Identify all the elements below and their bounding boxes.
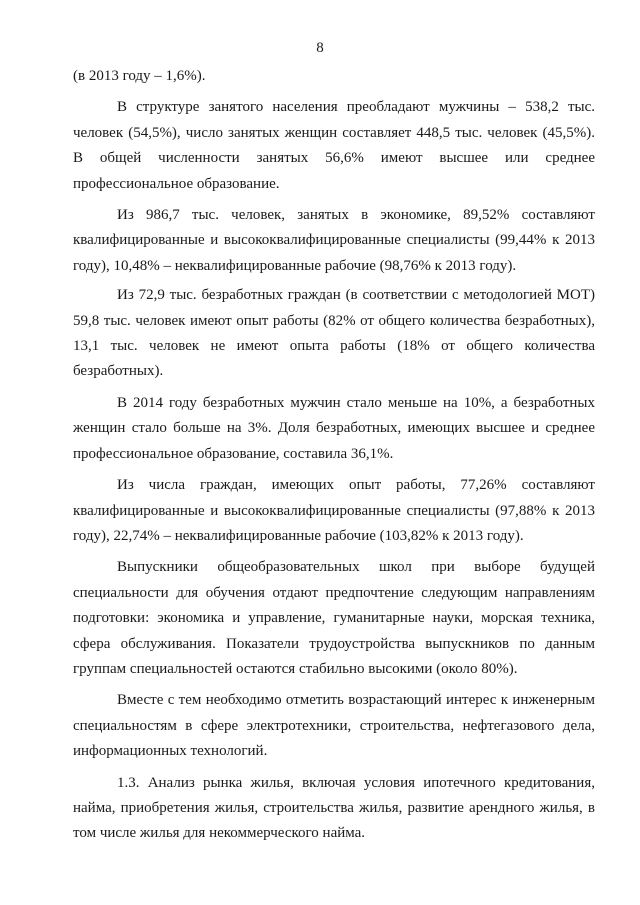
paragraph-graduates: Выпускники общеобразовательных школ при выборе будущей специальности для обучения отдают предпочтение следующим направлениям подготовки: экономика и управление, гуманитарные науки, морская техника, сфера обслуживания. Показатели трудоустройства выпускников по данным группам специальностей остаются стабильно высокими (около 80%).	[73, 559, 595, 677]
document-body	[73, 64, 595, 847]
paragraph-engineering-interest: Вместе с тем необходимо отметить возрастающий интерес к инженерным специальностям в сфере электротехники, строительства, нефтегазового дела, информационных технологий.	[73, 692, 595, 760]
section-heading-housing-market: 1.3. Анализ рынка жилья, включая условия ипотечного кредитования, найма, приобретения жилья, строительства жилья, развитие арендного жилья, в том числе жилья для некоммерческого найма.	[73, 774, 595, 842]
paragraph-unemployment-2014: В 2014 году безработных мужчин стало меньше на 10%, а безработных женщин стало больше на 3%. Доля безработных, имеющих высшее и среднее профессиональное образование, составила 36,1%.	[73, 394, 595, 462]
paragraph-employment-structure: В структуре занятого населения преобладают мужчины – 538,2 тыс. человек (54,5%), число занятых женщин составляет 448,5 тыс. человек (45,5%). В общей численности занятых 56,6% имеют высшее или среднее профессиональное образование.	[73, 99, 595, 192]
paragraph-work-experience: Из числа граждан, имеющих опыт работы, 77,26% составляют квалифицированные и высококвалифицированные специалисты (97,88% к 2013 году), 22,74% – неквалифицированные рабочие (103,82% к 2013 году).	[73, 477, 595, 544]
paragraph-unemployed-citizens: Из 72,9 тыс. безработных граждан (в соответствии с методологией МОТ) 59,8 тыс. человек имеют опыт работы (82% от общего количества безработных), 13,1 тыс. человек не имеют опыта работы (18% от общего количества безработных).	[73, 287, 595, 380]
paragraph-economy-employment: Из 986,7 тыс. человек, занятых в экономике, 89,52% составляют квалифицированные и высококвалифицированные специалисты (99,44% к 2013 году), 10,48% – неквалифицированные рабочие (98,76% к 2013 году).	[73, 207, 595, 274]
page-number: 8	[316, 40, 324, 56]
paragraph-continuation: (в 2013 году – 1,6%).	[73, 68, 206, 84]
